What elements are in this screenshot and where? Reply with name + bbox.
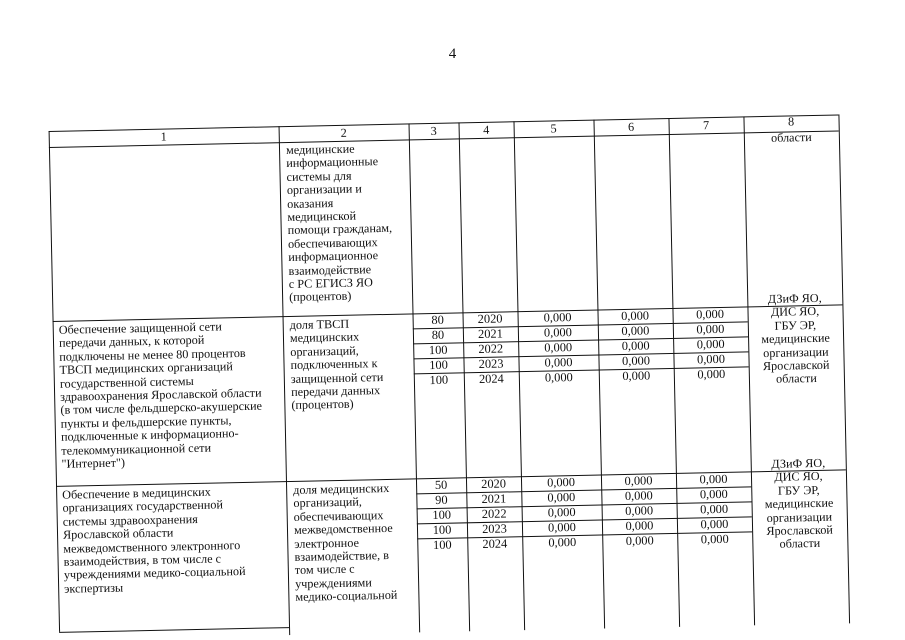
document-table xyxy=(48,86,849,639)
col6-value: 0,000 xyxy=(625,503,654,518)
target-value: 100 xyxy=(429,357,449,373)
col7-value: 0,000 xyxy=(697,366,726,382)
header-col-8: 8 xyxy=(787,114,795,129)
col6-value: 0,000 xyxy=(621,353,651,369)
year-value: 2023 xyxy=(478,356,504,372)
target-value: 90 xyxy=(435,492,448,507)
page-number: 4 xyxy=(448,46,457,62)
col7-value: 0,000 xyxy=(699,486,728,502)
year-value: 2020 xyxy=(477,311,503,327)
indicator-text: доля медицинских организаций, обеспечивающих межведомственное электронное взаимодействие, в том числе с учреждениями медико-социальной xyxy=(293,480,398,605)
year-value: 2020 xyxy=(481,476,507,492)
table-bottom-border xyxy=(59,627,289,633)
target-value: 80 xyxy=(431,312,444,328)
target-value: 100 xyxy=(432,537,452,553)
col7-value: 0,000 xyxy=(700,516,729,532)
target-value: 100 xyxy=(429,372,449,388)
header-col-4: 4 xyxy=(482,122,490,137)
col6-value: 0,000 xyxy=(625,533,654,548)
header-col-7: 7 xyxy=(702,118,710,133)
target-value: 50 xyxy=(434,477,448,492)
table-left-border xyxy=(49,131,60,632)
header-col-6: 6 xyxy=(627,119,635,134)
year-value: 2021 xyxy=(481,491,507,507)
col6-value: 0,000 xyxy=(624,488,653,504)
continuation-executors: области xyxy=(770,130,812,145)
col7-value: 0,000 xyxy=(696,336,725,352)
col5-value: 0,000 xyxy=(544,370,573,385)
col6-value: 0,000 xyxy=(622,368,651,384)
col5-value: 0,000 xyxy=(546,475,576,490)
target-value: 100 xyxy=(428,342,448,358)
year-value: 2022 xyxy=(478,341,504,357)
header-col-1: 1 xyxy=(160,129,167,144)
col5-value: 0,000 xyxy=(543,325,572,340)
col6-value: 0,000 xyxy=(625,518,654,533)
header-col-2: 2 xyxy=(340,125,347,140)
col5-value: 0,000 xyxy=(547,490,576,505)
col7-value: 0,000 xyxy=(695,306,725,322)
task-text: Обеспечение в медицинских организациях государственной системы здравоохранения Ярославской области межведомственного электронного взаимодействия, в том числе с учреждениями медико-социальной экспертизы xyxy=(62,484,246,596)
col6-value: 0,000 xyxy=(621,338,650,354)
col7-value: 0,000 xyxy=(696,351,726,367)
header-col-3: 3 xyxy=(430,123,437,138)
col7-value: 0,000 xyxy=(696,321,725,337)
executors-text: ДЗиФ ЯО, ДИС ЯО, ГБУ ЭР, медицинские организации Ярославской области xyxy=(764,455,834,552)
col6-value: 0,000 xyxy=(621,323,650,339)
col6-value: 0,000 xyxy=(624,473,653,489)
continuation-indicator: медицинские информационные системы для организации и оказания медицинской помощи гражданам, обеспечивающих информационное взаимодействие с РС ЕГИСЗ ЯО (процентов) xyxy=(285,141,393,305)
indicator-text: доля ТВСП медицинских организаций, подключенных к защищенной сети передачи данных (процентов) xyxy=(289,316,384,413)
col7-value: 0,000 xyxy=(700,531,729,547)
year-value: 2021 xyxy=(477,326,503,342)
year-value: 2023 xyxy=(481,521,508,537)
col6-value: 0,000 xyxy=(620,308,650,324)
col5-value: 0,000 xyxy=(547,505,576,520)
target-value: 100 xyxy=(432,522,452,538)
executors-text: ДЗиФ ЯО, ДИС ЯО, ГБУ ЭР, медицинские организации Ярославской области xyxy=(761,290,830,387)
year-value: 2022 xyxy=(481,506,507,522)
col7-value: 0,000 xyxy=(700,501,729,517)
col5-value: 0,000 xyxy=(544,355,573,370)
task-text: Обеспечение защищенной сети передачи данных, к которой подключены не менее 80 процентов ТВСП медицинских организаций государственной системы здравоохранения Ярославской области (в том числе фельдшерско-акушерские пункты и фельдшерские пункты, подключенные к информационно- телекоммуникационной сети "Интернет") xyxy=(58,319,263,471)
year-value: 2024 xyxy=(482,536,508,551)
col5-value: 0,000 xyxy=(544,340,573,355)
header-col-5: 5 xyxy=(550,121,557,136)
col5-value: 0,000 xyxy=(548,535,577,550)
col5-value: 0,000 xyxy=(547,520,577,535)
target-value: 100 xyxy=(432,507,452,523)
col7-value: 0,000 xyxy=(699,471,728,487)
target-value: 80 xyxy=(431,327,445,343)
col5-value: 0,000 xyxy=(543,310,572,325)
year-value: 2024 xyxy=(478,371,504,387)
